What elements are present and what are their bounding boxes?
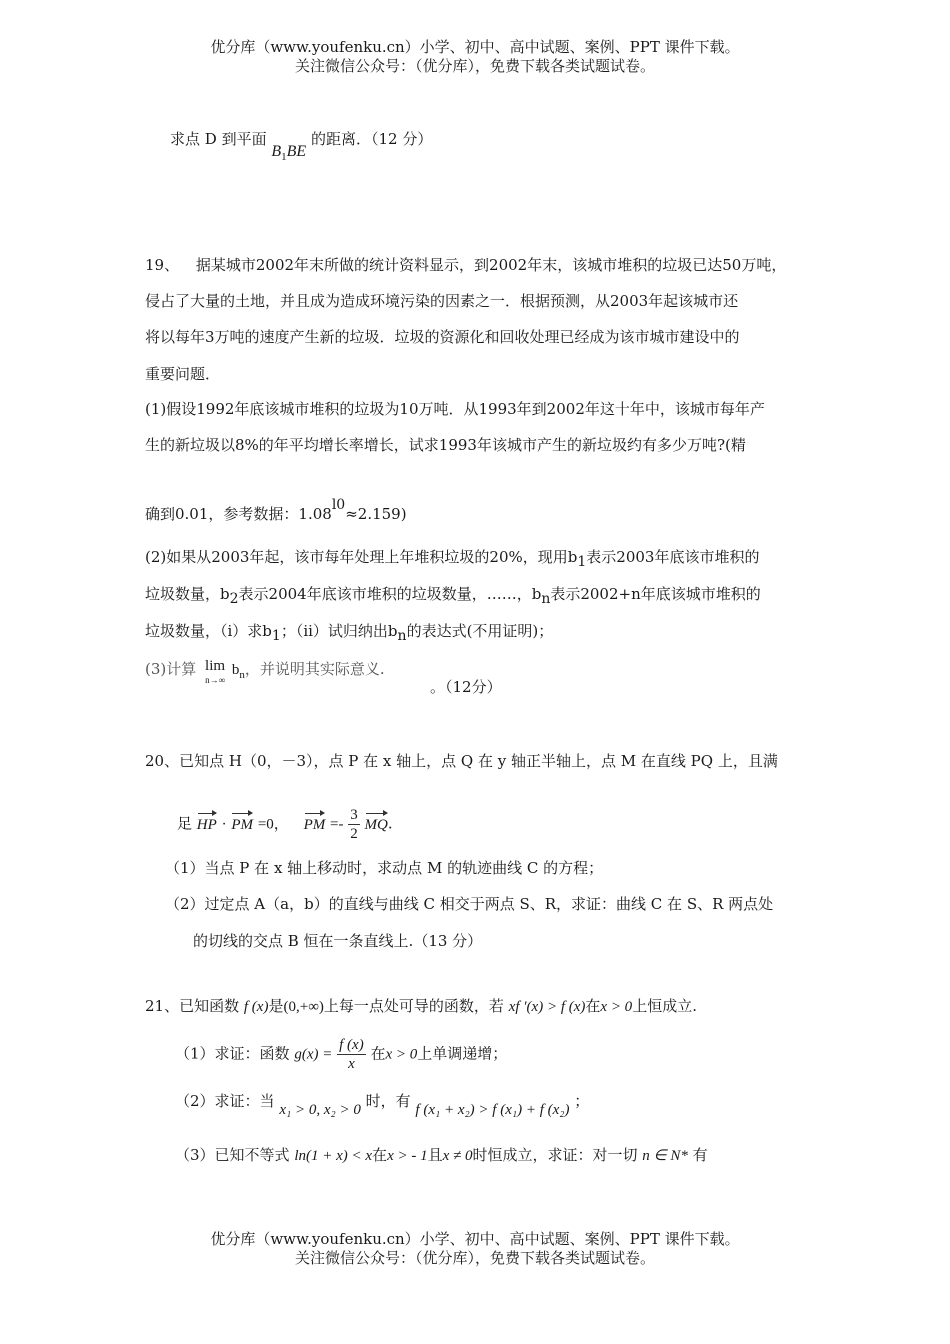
q19-part3: (3)计算 lim n→∞ $b_n$，并说明其实际意义. <box>145 658 385 685</box>
q20-part2-line-1: （2）过定点 A（a，b）的直线与曲线 C 相交于两点 S、R，求证：曲线 C 在 S、R 两点处 <box>165 895 774 913</box>
plane-b1be: $B_1BE$ <box>271 143 307 164</box>
vector-pm: PM <box>231 811 253 834</box>
fraction-fx-over-x: $\frac{f (x)}{x}$ <box>339 1037 364 1072</box>
header-line-2: 关注微信公众号：（优分库），免费下载各类试题试卷。 <box>294 57 655 75</box>
q20-line-1: 20、已知点 H（0，－3），点 P 在 x 轴上，点 Q 在 y 轴正半轴上，点 M 在直线 PQ 上，且满 <box>145 752 778 770</box>
q19-number: 19、 <box>145 256 180 274</box>
q19-line-1: 19、 据某城市2002年末所做的统计资料显示，到2002年末，该城市堆积的垃圾已达50万吨， <box>145 256 787 274</box>
q20-part1: （1）当点 P 在 x 轴上移动时，求动点 M 的轨迹曲线 C 的方程； <box>165 859 604 877</box>
q19-line-2: 侵占了大量的土地，并且成为造成环境污染的因素之一．根据预测，从2003年起该城市还 <box>145 292 739 310</box>
header-line-1: 优分库（www.youfenku.cn）小学、初中、高中试题、案例、PPT 课件下载。 <box>210 38 740 56</box>
q21-number: 21、 <box>145 997 180 1015</box>
vector-hp: HP <box>197 811 217 834</box>
vector-mq: MQ <box>365 811 388 834</box>
q20-condition: 足 HP · PM =0， PM =- $\frac{3}{2}$ MQ. <box>177 807 393 842</box>
q19-part2-line-1: (2)如果从2003年起，该市每年处理上年堆积垃圾的20%，现用$b_1$表示2003年底该市堆积的 <box>145 548 760 570</box>
page-header <box>0 38 950 76</box>
q19-part3-score: 。（12分） <box>430 678 502 696</box>
q21-line-1: 21、已知函数 f (x)是(0,+∞)上每一点处可导的函数，若 xf ′(x) > f (x)在x > 0上恒成立. <box>145 997 697 1015</box>
q19-part1-line-1: (1)假设1992年底该城市堆积的垃圾为10万吨．从1993年到2002年这十年中，该城市每年产 <box>145 400 765 418</box>
vector-pm-2: PM <box>304 811 326 834</box>
q19-line-3: 将以每年3万吨的速度产生新的垃圾．垃圾的资源化和回收处理已经成为该市城市建设中的 <box>145 328 740 346</box>
q21-part2: （2）求证：当 x₁ > 0, x₂ > 0 时，有 f (x₁ + x₂) > f (x₁) + f (x₂) ； <box>175 1092 590 1118</box>
q19-part2-line-2: 垃圾数量，$b_2$表示2004年底该市堆积的垃圾数量，……，$b_n$表示2002+n年底该城市堆积的 <box>145 585 761 607</box>
q20-part2-line-2: 的切线的交点 B 恒在一条直线上.（13 分） <box>193 932 483 950</box>
fraction-3-2: $\frac{3}{2}$ <box>350 807 358 842</box>
footer-line-2: 关注微信公众号：（优分库），免费下载各类试题试卷。 <box>294 1249 655 1267</box>
q18-tail: 求点 D 到平面 $B_1BE$ 的距离．（12 分） <box>170 130 433 164</box>
q19-part1-line-3: 确到0.01，参考数据：$1.08^{l0}\approx 2.159$) <box>145 497 407 523</box>
footer-line-1: 优分库（www.youfenku.cn）小学、初中、高中试题、案例、PPT 课件下载。 <box>210 1230 740 1248</box>
q19-part2-line-3: 垃圾数量，（i）求$b_1$；（ii）试归纳出$b_n$的表达式(不用证明)； <box>145 622 554 644</box>
q21-part1: （1）求证：函数 g(x) = $\frac{f (x)}{x}$ 在x > 0上单调递增； <box>175 1037 508 1072</box>
q19-line-4: 重要问题． <box>145 365 221 383</box>
q20-number: 20、 <box>145 752 180 770</box>
limit-expression: lim n→∞ <box>205 658 226 685</box>
q19-part1-line-2: 生的新垃圾以8%的年平均增长率增长，试求1993年该城市产生的新垃圾约有多少万吨?(精 <box>145 436 746 454</box>
page-footer <box>0 1230 950 1268</box>
q21-part3: （3）已知不等式 ln(1 + x) < x在x > - 1且x ≠ 0时恒成立，求证：对一切 n ∈ N* 有 <box>175 1146 708 1164</box>
